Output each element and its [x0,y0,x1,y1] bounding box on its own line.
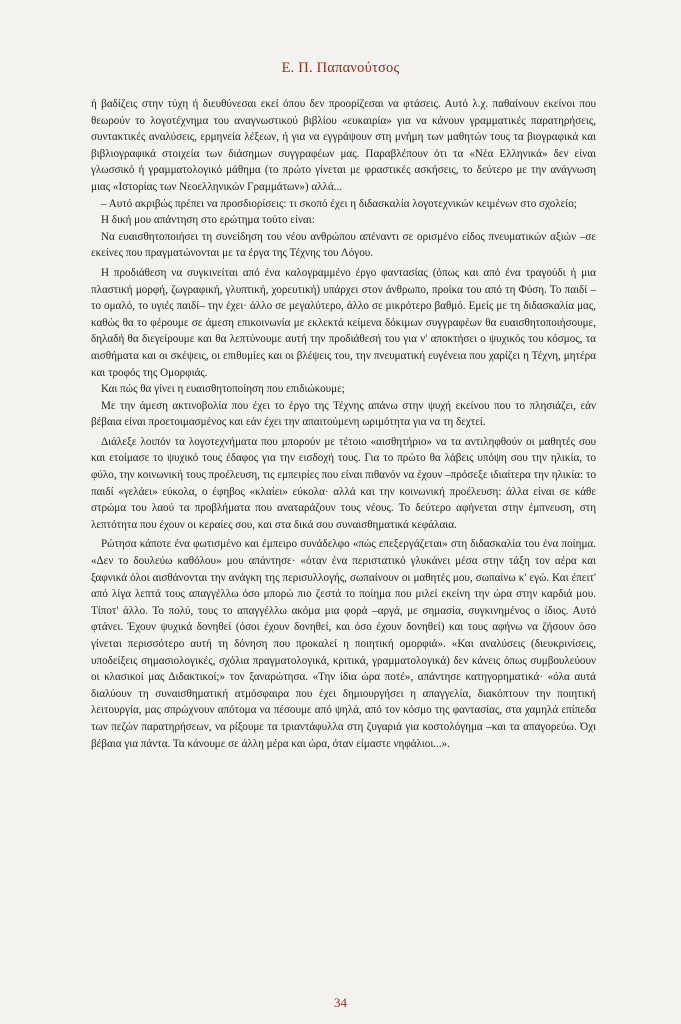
paragraph: – Αυτό ακριβώς πρέπει να προσδιορίσεις: τι σκοπό έχει η διδασκαλία λογοτεχνικών κειμένων στο σχολείο; [101,197,577,210]
paragraph: Η προδιάθεση να συγκινείται από ένα καλογραμμένο έργο φαντασίας (όπως και από ένα τραγούδι ή μια πλαστική μορφή, ζωγραφική, γλυπτική, χορευτική) υπάρχει στον άνθρωπο, προίκα του από τη Φύση. Το παιδί –το ομαλό, το υγιές παιδί– την έχει· άλλο σε μεγαλύτερο, άλλο σε μικρότερο βαθμό. Εμείς με τη διδασκαλία μας, καθώς θα το φέρουμε σε άμεση επικοινωνία με εκλεκτά κείμενα δόκιμων συγγραφέων θα ευαισθητοποιήσουμε, δηλαδή θα διεγείρουμε και θα λεπτύνουμε αυτή την προδιάθεσή του για ν' αποκτήσει ο ψυχικός του κόσμος, τα αισθήματα και οι σκέψεις, οι επιθυμίες και οι βλέψεις του, την πνευματική ευγένεια που χαρίζει η Τέχνη, μητέρα και τροφός της Ομορφιάς. [91,266,596,379]
page-number: 34 [334,995,347,1010]
paragraph: Με την άμεση ακτινοβολία που έχει το έργο της Τέχνης απάνω στην ψυχή εκείνου που το πλησιάζει, εάν βέβαια είναι προετοιμασμένος και εάν έχει την απαιτούμενη ωριμότητα για να τη δεχτεί. [91,399,596,429]
paragraph: Να ευαισθητοποιήσει τη συνείδηση του νέου ανθρώπου απέναντι σε ορισμένο είδος πνευματικών αξιών –σε εκείνες που πραγματώνονται με τα έργα της Τέχνης του Λόγου. [91,230,596,260]
paragraph: ή βαδίζεις στην τύχη ή διευθύνεσαι εκεί όπου δεν προορίζεσαι να φτάσεις. Αυτό λ.χ. παθαίνουν εκείνοι που θεωρούν το λογοτέχνημα του αναγνωστικού βιβλίου «ευκαιρία» για να κάνουν γραμματικές παρατηρήσεις, συντακτικές αναλύσεις, ερμηνεία λέξεων, ή για να εγγράψουν στη μνήμη των μαθητών τους τα βιογραφικά και βιβλιογραφικά στοιχεία των διάσημων συγγραφέων μας. Παραβλέπουν ότι τα «Νέα Ελληνικά» δεν είναι γλωσσικό ή γραμματολογικό μάθημα (το πρώτο γίνεται με φραστικές ασκήσεις, το δεύτερο με την ανάγνωση μιας «Ιστορίας των Νεοελληνικών Γραμμάτων») αλλά... [91,98,596,193]
paragraph: Και πώς θα γίνει η ευαισθητοποίηση που επιδιώκουμε; [101,383,345,396]
paragraph: Ρώτησα κάποτε ένα φωτισμένο και έμπειρο συνάδελφο «πώς επεξεργάζεται» στη διδασκαλία του ένα ποίημα. «Δεν το δουλεύω καθόλου» μου απάντησε· «όταν ένα περιστατικό γλυκάνει μέσα στην τάξη τον αέρα και ξαφνικά όλοι αισθάνονται την ανάγκη της περισυλλογής, σωπαίνουν οι μαθητές μου, σωπαίνω κ' εγώ. Και έπειτ' από λίγα λεπτά τους απαγγέλλω όσο μπορώ πιο ζεστά το ποίημα που μιλεί εκείνη την ώρα στην καρδιά μου. Τίποτ' άλλο. Το πολύ, τους το απαγγέλλω ακόμα μια φορά –αργά, με σημασία, συγκινημένος ο ίδιος. Αυτό φτάνει. Έχουν ψυχικά δονηθεί (όσοι έχουν δονηθεί, και όσο έχουν δονηθεί) και τους αφήνω να ζήσουν όσο γίνεται περισσότερο αυτή τη δόνηση που προκαλεί η ποιητική ομορφιά». «Και αναλύσεις (διευκρινίσεις, υποδείξεις σημασιολογικές, σχόλια πραγματολογικά, κριτικά, γραμματολογικά) δεν κάνεις όπως συμβουλεύουν οι κλασικοί μας Διδακτικοί;» τον ξαναρώτησα. «Την ίδια ώρα ποτέ», απάντησε κατηγορηματικά· «όλα αυτά διαλύουν τη συναισθηματική ατμόσφαιρα που έχει δημιουργήσει η απαγγελία, διακόπτουν την ποιητική λειτουργία, μας σπρώχνουν απότομα να πέσουμε από ψηλά, από τον κόσμο της φαντασίας, στα χαμηλά επίπεδα των πεζών παρατηρήσεων, να ρίξουμε τα τριαντάφυλλα στη ζυγαριά για κοστολόγημα –και τα απαγορεύω. Όχι βέβαια για πάντα. Τα κάνουμε σε άλλη μέρα και ώρα, όταν είμαστε νηφάλιοι...». [91,538,596,750]
running-header-author: Ε. Π. Παπανούτσος [281,60,400,76]
body-text [91,96,596,752]
paragraph: Η δική μου απάντηση στο ερώτημα τούτο είναι: [101,214,315,227]
paragraph: Διάλεξε λοιπόν τα λογοτεχνήματα που μπορούν με τέτοιο «αισθητήριο» να τα αντιληφθούν οι μαθητές σου και ετοίμασε το ψυχικό τους έδαφος για την εισδοχή τους. Για το πρώτο θα λάβεις υπόψη σου την ηλικία, το φύλο, την κοινωνική τους προέλευση, τις εμπειρίες που είναι πιθανόν να έχουν –πρόσεξε ιδιαίτερα την ηλικία: το παιδί «γελάει» εύκολα, ο έφηβος «κλαίει» εύκολα· αλλά και την κοινωνική προέλευση: άλλα είναι σε κάθε στρώμα του λαού τα προβλήματα που αναταράζουν τους νέους. Το δεύτερο αφήνεται στην έμπνευση, στη λεπτότητα που έχουν οι κεραίες σου, και στα δικά σου συναισθηματικά κεφάλαια. [91,435,596,531]
